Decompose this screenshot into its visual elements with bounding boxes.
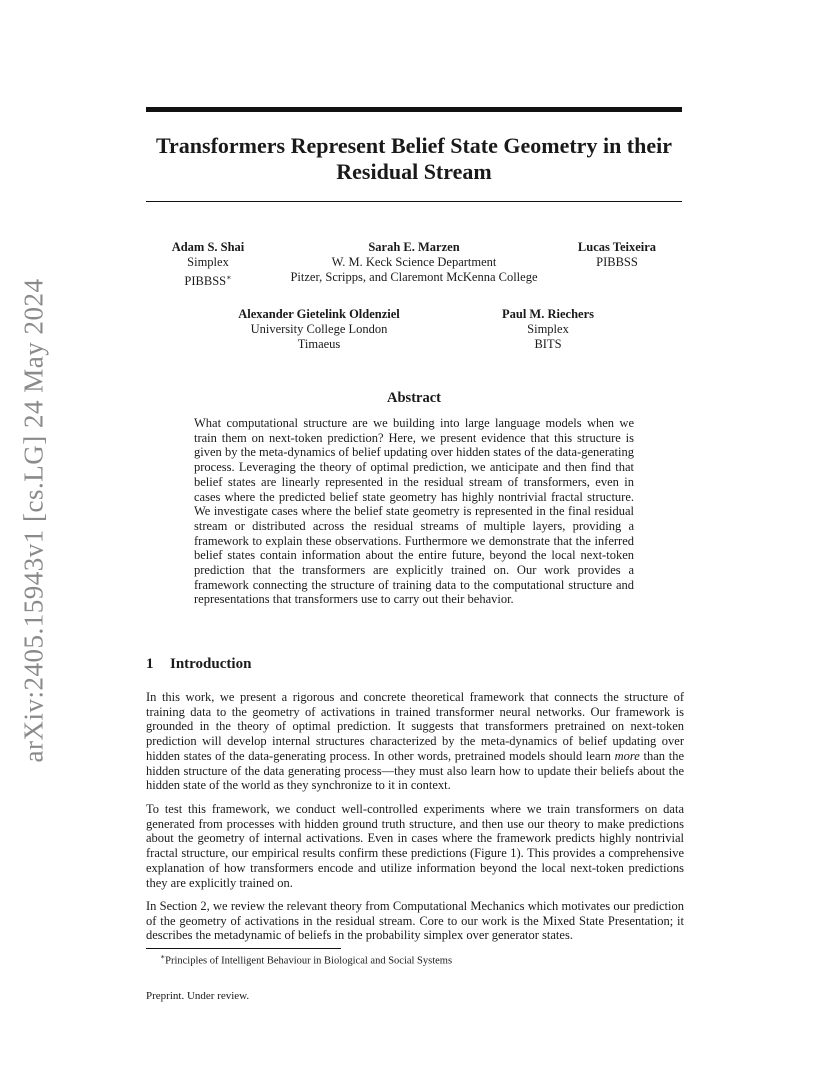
abstract-text: What computational structure are we building into large language models when we train them on next-token prediction? Here, we present evidence that this structure is given by the meta-dynamics of belief updating over hidden states of the data-generating process. Leveraging the theory of optimal prediction, we anticipate and then find that belief states are linearly represented in the residual stream of transformers, even in cases where the predicted belief state geometry has highly nontrivial fractal structure. We investigate cases where the belief state geometry is represented in the final residual stream or distributed across the residual streams of multiple layers, providing a framework to explain these observations. Furthermore we demonstrate that the inferred belief states contain information about the entire future, beyond the local next-token prediction that the transformers are explicitly trained on. Our work provides a framework connecting the structure of training data to the computational structure and representations that transformers use to carry out their behavior. [194, 416, 634, 607]
author-affiliation: PIBBSS [596, 255, 638, 269]
intro-paragraph-2: To test this framework, we conduct well-controlled experiments where we train transformers on data generated from processes with hidden ground truth structure, and then use our theory to make predictions about the geometry of internal activations. Even in cases where the framework predicts highly nontrivial fractal structure, our empirical results confirm these predictions (Figure 1). This provides a comprehensive explanation of how transformers encode and utilize information beyond the local next-token predictions they are explicitly trained on. [146, 802, 684, 890]
arxiv-identifier: arXiv:2405.15943v1 [cs.LG] 24 May 2024 [18, 278, 49, 762]
author-block-2 [274, 240, 554, 285]
emphasis-more: more [614, 748, 640, 763]
section-heading-introduction [146, 656, 251, 673]
author-block-1 [150, 240, 266, 289]
paper-title: Transformers Represent Belief State Geometry in their Residual Stream [155, 133, 673, 184]
title-top-rule [146, 107, 682, 112]
author-block-5 [482, 307, 614, 352]
section-number: 1 [146, 656, 154, 672]
intro-paragraph-3: In Section 2, we review the relevant theory from Computational Mechanics which motivates our prediction of the geometry of activations in the residual stream. Core to our work is the Mixed State Presentation; it describes the metadynamic of beliefs in the probability simplex over generator states. [146, 899, 684, 943]
author-name: Lucas Teixeira [577, 240, 657, 254]
author-affiliation: BITS [534, 337, 562, 351]
footnote-rule [146, 948, 341, 949]
author-affiliation: University College London [250, 322, 388, 336]
author-affiliation: W. M. Keck Science Department [331, 255, 497, 269]
author-name: Alexander Gietelink Oldenziel [238, 307, 400, 321]
footnote-mark: ∗ [160, 952, 166, 961]
abstract-heading: Abstract [387, 390, 441, 406]
intro-paragraph-1: In this work, we present a rigorous and concrete theoretical framework that connects the structure of training data to the geometry of activations in trained transformer neural networks. Our framework is grounded in the theory of optimal prediction. It suggests that transformers pretrained on next-token prediction will develop internal structures characterized by the meta-dynamics of belief updating over hidden states of the data-generating process. In other words, pretrained models should learn more than the hidden structure of the data generating process—they must also learn how to update their beliefs about the hidden state of the world as they synchronize to it in context. [146, 690, 684, 793]
author-affiliation: PIBBSS∗ [184, 273, 232, 289]
footnote-text: Principles of Intelligent Behaviour in Biological and Social Systems [165, 955, 453, 967]
author-affiliation: Timaeus [297, 337, 341, 351]
footnote-marker: ∗ [226, 273, 232, 282]
author-block-4 [214, 307, 424, 352]
title-bottom-rule [146, 201, 682, 202]
arxiv-side-stamp [18, 280, 50, 760]
author-name: Paul M. Riechers [502, 307, 594, 321]
footnote [160, 952, 452, 967]
section-title: Introduction [170, 656, 252, 672]
author-name: Adam S. Shai [171, 240, 245, 254]
author-affiliation: Simplex [527, 322, 569, 336]
preprint-footer: Preprint. Under review. [146, 990, 250, 1002]
author-name: Sarah E. Marzen [368, 240, 460, 254]
author-affiliation: Simplex [187, 255, 229, 269]
author-block-3 [562, 240, 672, 270]
author-affiliation: Pitzer, Scripps, and Claremont McKenna College [290, 270, 538, 284]
